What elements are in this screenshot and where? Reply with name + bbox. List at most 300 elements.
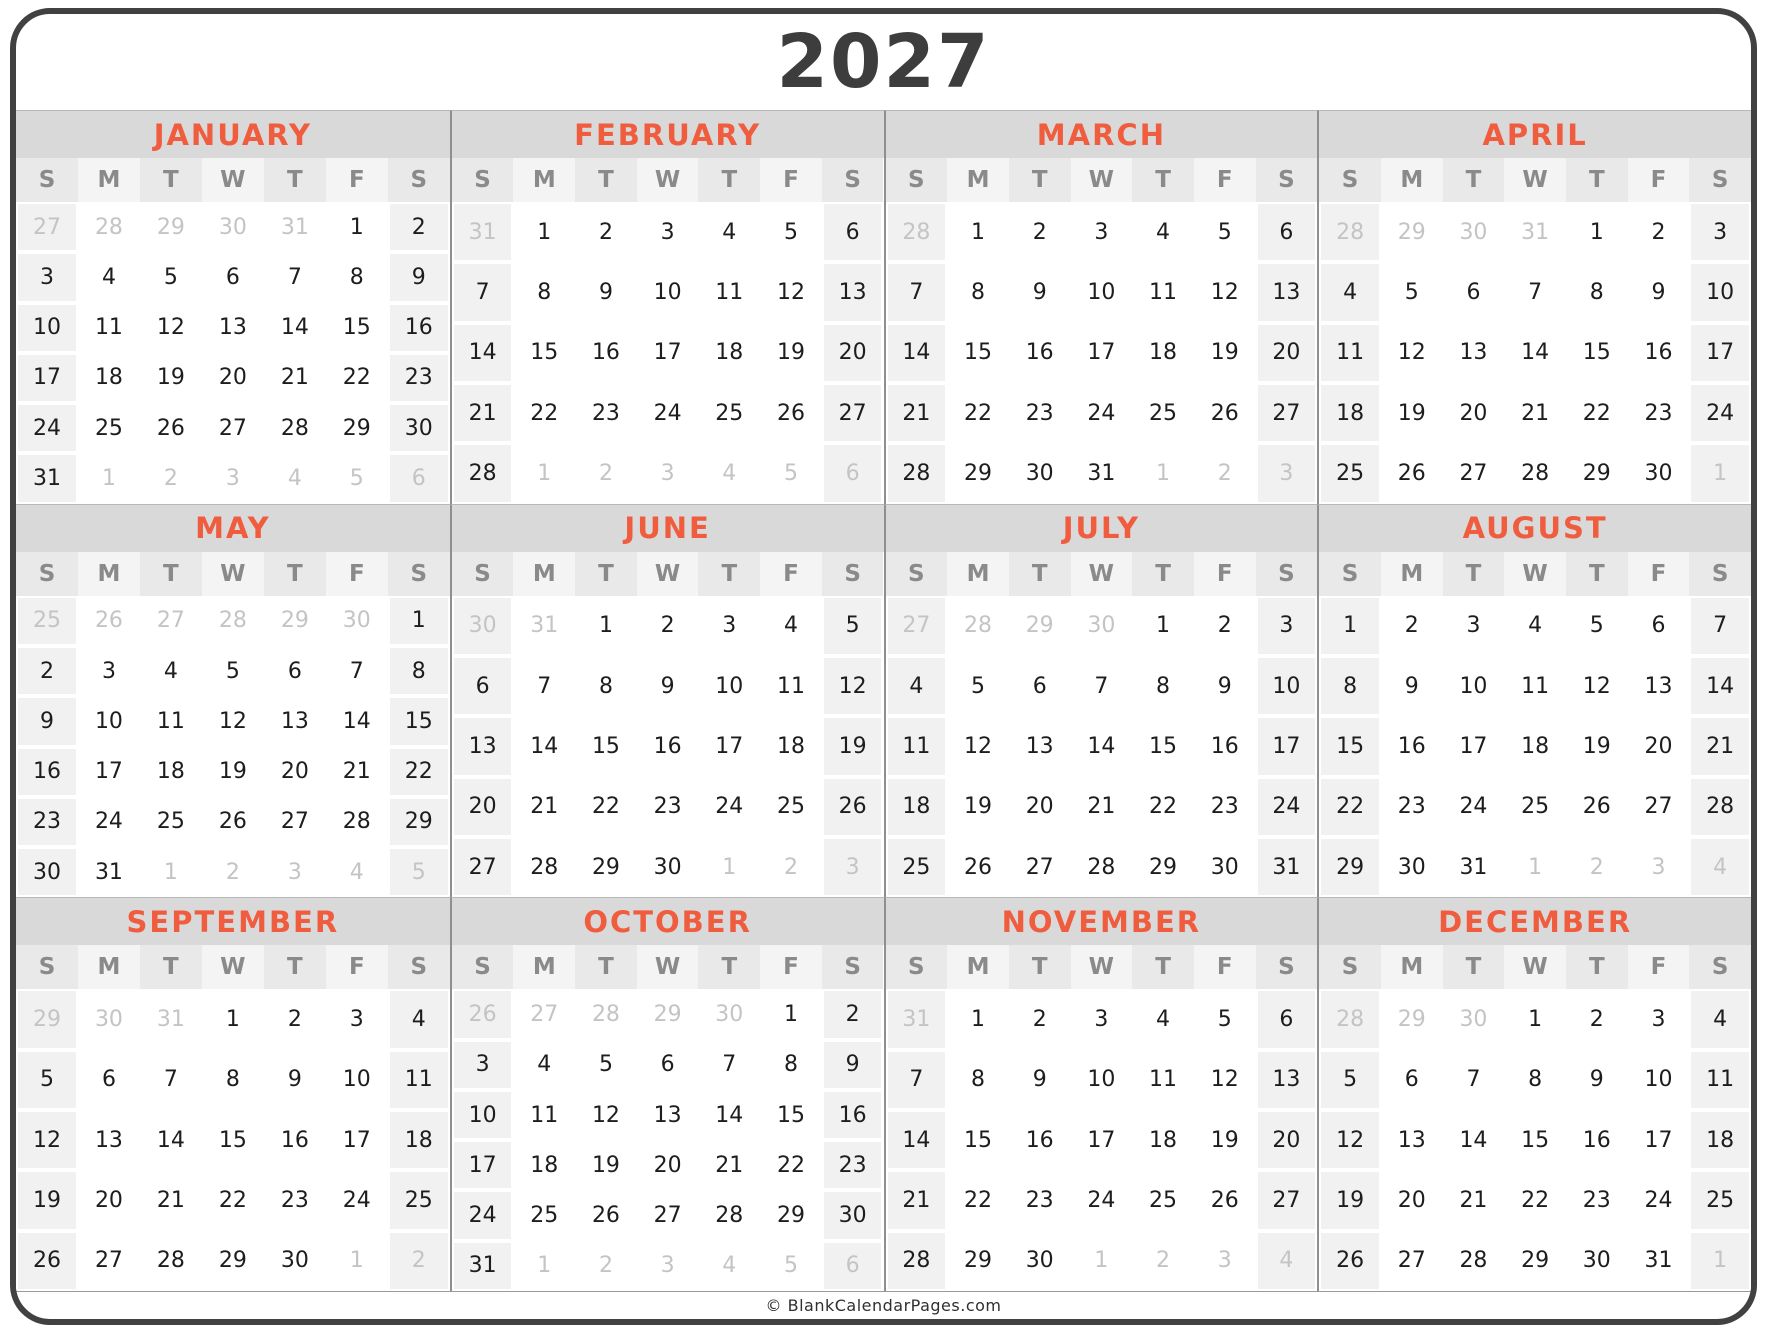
month-may [16, 504, 450, 898]
date-cell: 21 [1504, 383, 1566, 443]
month-dates [16, 596, 450, 898]
date-cell: 3 [698, 596, 760, 656]
date-cell: 20 [1381, 1170, 1443, 1230]
date-cell: 25 [513, 1190, 575, 1240]
date-cell: 22 [1319, 777, 1381, 837]
date-cell: 11 [698, 262, 760, 322]
date-cell: 22 [513, 383, 575, 443]
date-cell: 2 [1566, 989, 1628, 1049]
weekday-header: T [1132, 945, 1194, 989]
date-cell: 23 [637, 777, 699, 837]
week-row [16, 202, 450, 252]
date-cell: 7 [264, 252, 326, 302]
weekday-header: M [513, 552, 575, 596]
date-cell: 23 [1628, 383, 1690, 443]
date-cell: 31 [1071, 443, 1133, 503]
weekday-header: T [1566, 158, 1628, 202]
date-cell: 27 [16, 202, 78, 252]
date-cell: 27 [1628, 777, 1690, 837]
weekday-header: T [1443, 552, 1505, 596]
week-row [452, 383, 884, 443]
date-cell: 18 [1689, 1110, 1751, 1170]
date-cell: 16 [637, 716, 699, 776]
date-cell: 3 [78, 646, 140, 696]
month-title: FEBRUARY [452, 111, 884, 158]
date-cell: 16 [16, 747, 78, 797]
weekday-header: F [1628, 945, 1690, 989]
date-cell: 30 [1443, 202, 1505, 262]
date-cell: 22 [388, 747, 450, 797]
weekday-header: W [1504, 158, 1566, 202]
date-cell: 19 [140, 353, 202, 403]
date-cell: 5 [326, 453, 388, 503]
date-cell: 4 [513, 1040, 575, 1090]
date-cell: 15 [326, 303, 388, 353]
month-dates [452, 596, 884, 898]
date-cell: 8 [947, 262, 1009, 322]
date-cell: 7 [1689, 596, 1751, 656]
date-cell: 30 [1071, 596, 1133, 656]
date-cell: 9 [388, 252, 450, 302]
date-cell: 28 [326, 797, 388, 847]
date-cell: 4 [886, 656, 948, 716]
date-cell: 31 [1628, 1231, 1690, 1291]
date-cell: 16 [1009, 1110, 1071, 1170]
weekday-header: W [1071, 945, 1133, 989]
date-cell: 27 [78, 1231, 140, 1291]
date-cell: 21 [452, 383, 514, 443]
date-cell: 31 [16, 453, 78, 503]
date-cell: 8 [1319, 656, 1381, 716]
week-row [452, 837, 884, 897]
date-cell: 12 [1194, 1050, 1256, 1110]
date-cell: 29 [16, 989, 78, 1049]
date-cell: 15 [513, 323, 575, 383]
weekday-header: W [637, 552, 699, 596]
month-title: AUGUST [1319, 505, 1751, 552]
date-cell: 18 [760, 716, 822, 776]
date-cell: 4 [698, 443, 760, 503]
date-cell: 5 [760, 202, 822, 262]
date-cell: 21 [886, 383, 948, 443]
weekday-header: S [886, 158, 948, 202]
date-cell: 20 [1256, 323, 1318, 383]
weekday-header-row [1319, 158, 1751, 202]
date-cell: 8 [1132, 656, 1194, 716]
date-cell: 1 [1504, 837, 1566, 897]
date-cell: 24 [637, 383, 699, 443]
month-october [450, 897, 884, 1291]
date-cell: 2 [202, 847, 264, 897]
date-cell: 17 [1628, 1110, 1690, 1170]
date-cell: 22 [947, 383, 1009, 443]
date-cell: 20 [78, 1170, 140, 1230]
date-cell: 6 [78, 1050, 140, 1110]
date-cell: 5 [1194, 202, 1256, 262]
date-cell: 30 [1009, 443, 1071, 503]
date-cell: 4 [78, 252, 140, 302]
date-cell: 5 [822, 596, 884, 656]
date-cell: 28 [452, 443, 514, 503]
month-title: JANUARY [16, 111, 450, 158]
month-title: SEPTEMBER [16, 898, 450, 945]
weekday-header: S [1689, 945, 1751, 989]
weekday-header: W [1504, 552, 1566, 596]
month-title: NOVEMBER [886, 898, 1318, 945]
date-cell: 14 [886, 1110, 948, 1170]
date-cell: 29 [202, 1231, 264, 1291]
date-cell: 20 [202, 353, 264, 403]
weekday-header: F [1628, 158, 1690, 202]
date-cell: 12 [1381, 323, 1443, 383]
date-cell: 12 [16, 1110, 78, 1170]
date-cell: 4 [1504, 596, 1566, 656]
date-cell: 14 [452, 323, 514, 383]
week-row [886, 837, 1318, 897]
date-cell: 6 [264, 646, 326, 696]
month-title: MARCH [886, 111, 1318, 158]
date-cell: 16 [1628, 323, 1690, 383]
date-cell: 11 [513, 1090, 575, 1140]
date-cell: 31 [452, 1241, 514, 1291]
date-cell: 27 [1009, 837, 1071, 897]
week-row [16, 1050, 450, 1110]
date-cell: 10 [1443, 656, 1505, 716]
date-cell: 29 [1566, 443, 1628, 503]
date-cell: 3 [1256, 596, 1318, 656]
date-cell: 1 [575, 596, 637, 656]
date-cell: 4 [1689, 837, 1751, 897]
date-cell: 30 [637, 837, 699, 897]
weekday-header: F [326, 158, 388, 202]
date-cell: 7 [326, 646, 388, 696]
date-cell: 26 [202, 797, 264, 847]
weekday-header: M [947, 158, 1009, 202]
date-cell: 28 [1071, 837, 1133, 897]
date-cell: 27 [513, 989, 575, 1039]
date-cell: 12 [947, 716, 1009, 776]
calendar-page [10, 8, 1757, 1325]
date-cell: 22 [1504, 1170, 1566, 1230]
date-cell: 30 [1009, 1231, 1071, 1291]
date-cell: 7 [886, 1050, 948, 1110]
date-cell: 1 [1132, 443, 1194, 503]
week-row [452, 443, 884, 503]
date-cell: 19 [822, 716, 884, 776]
date-cell: 29 [760, 1190, 822, 1240]
date-cell: 24 [1689, 383, 1751, 443]
date-cell: 29 [1319, 837, 1381, 897]
date-cell: 7 [513, 656, 575, 716]
date-cell: 30 [16, 847, 78, 897]
date-cell: 2 [1628, 202, 1690, 262]
week-row [452, 1140, 884, 1190]
date-cell: 10 [1689, 262, 1751, 322]
date-cell: 19 [16, 1170, 78, 1230]
date-cell: 31 [886, 989, 948, 1049]
week-row [16, 1110, 450, 1170]
date-cell: 6 [822, 202, 884, 262]
date-cell: 3 [1689, 202, 1751, 262]
date-cell: 14 [1504, 323, 1566, 383]
weekday-header: T [264, 158, 326, 202]
weekday-header: T [1009, 552, 1071, 596]
date-cell: 1 [513, 1241, 575, 1291]
week-row [16, 1231, 450, 1291]
date-cell: 20 [822, 323, 884, 383]
date-cell: 27 [452, 837, 514, 897]
date-cell: 17 [452, 1140, 514, 1190]
date-cell: 28 [698, 1190, 760, 1240]
date-cell: 11 [1504, 656, 1566, 716]
date-cell: 25 [698, 383, 760, 443]
month-july [884, 504, 1318, 898]
weekday-header-row [16, 158, 450, 202]
date-cell: 21 [698, 1140, 760, 1190]
date-cell: 13 [1256, 1050, 1318, 1110]
date-cell: 23 [1009, 1170, 1071, 1230]
date-cell: 12 [760, 262, 822, 322]
date-cell: 18 [1504, 716, 1566, 776]
weekday-header: T [575, 945, 637, 989]
date-cell: 11 [1132, 1050, 1194, 1110]
date-cell: 26 [760, 383, 822, 443]
weekday-header: M [1381, 552, 1443, 596]
week-row [16, 403, 450, 453]
weekday-header: F [326, 945, 388, 989]
date-cell: 26 [140, 403, 202, 453]
date-cell: 13 [452, 716, 514, 776]
date-cell: 20 [452, 777, 514, 837]
date-cell: 31 [452, 202, 514, 262]
date-cell: 27 [1443, 443, 1505, 503]
date-cell: 20 [1628, 716, 1690, 776]
date-cell: 6 [822, 1241, 884, 1291]
date-cell: 29 [1504, 1231, 1566, 1291]
date-cell: 11 [1132, 262, 1194, 322]
weekday-header: S [388, 945, 450, 989]
date-cell: 25 [1132, 383, 1194, 443]
date-cell: 7 [1504, 262, 1566, 322]
weekday-header: F [1194, 945, 1256, 989]
weekday-header: M [513, 945, 575, 989]
week-row [452, 1241, 884, 1291]
date-cell: 22 [1566, 383, 1628, 443]
date-cell: 1 [202, 989, 264, 1049]
weekday-header: T [140, 945, 202, 989]
weekday-header-row [886, 552, 1318, 596]
weekday-header: W [637, 158, 699, 202]
weekday-header: T [1566, 945, 1628, 989]
date-cell: 15 [202, 1110, 264, 1170]
date-cell: 7 [1071, 656, 1133, 716]
date-cell: 31 [513, 596, 575, 656]
date-cell: 19 [575, 1140, 637, 1190]
weekday-header: F [760, 945, 822, 989]
week-row [1319, 1231, 1751, 1291]
date-cell: 28 [886, 1231, 948, 1291]
date-cell: 2 [1009, 989, 1071, 1049]
date-cell: 2 [1132, 1231, 1194, 1291]
weekday-header: F [326, 552, 388, 596]
week-row [16, 1170, 450, 1230]
weekday-header-row [16, 945, 450, 989]
week-row [1319, 777, 1751, 837]
date-cell: 10 [452, 1090, 514, 1140]
weekday-header: W [1504, 945, 1566, 989]
weekday-header: S [388, 552, 450, 596]
date-cell: 5 [1319, 1050, 1381, 1110]
date-cell: 8 [1504, 1050, 1566, 1110]
date-cell: 10 [16, 303, 78, 353]
date-cell: 18 [388, 1110, 450, 1170]
date-cell: 19 [1194, 323, 1256, 383]
month-dates [886, 202, 1318, 504]
date-cell: 26 [1319, 1231, 1381, 1291]
week-row [16, 596, 450, 646]
copyright-footer: © BlankCalendarPages.com [16, 1291, 1751, 1319]
date-cell: 28 [202, 596, 264, 646]
month-november [884, 897, 1318, 1291]
date-cell: 21 [1443, 1170, 1505, 1230]
date-cell: 14 [1443, 1110, 1505, 1170]
weekday-header: S [1256, 945, 1318, 989]
date-cell: 19 [947, 777, 1009, 837]
weekday-header: S [886, 945, 948, 989]
date-cell: 28 [264, 403, 326, 453]
weekday-header: T [1443, 945, 1505, 989]
date-cell: 17 [1443, 716, 1505, 776]
weekday-header: F [760, 552, 822, 596]
date-cell: 17 [326, 1110, 388, 1170]
date-cell: 1 [1132, 596, 1194, 656]
weekday-header: S [452, 945, 514, 989]
date-cell: 24 [1443, 777, 1505, 837]
date-cell: 31 [1443, 837, 1505, 897]
week-row [1319, 1170, 1751, 1230]
weekday-header: T [140, 552, 202, 596]
date-cell: 16 [1009, 323, 1071, 383]
date-cell: 15 [388, 696, 450, 746]
date-cell: 27 [822, 383, 884, 443]
date-cell: 3 [1628, 837, 1690, 897]
date-cell: 3 [326, 989, 388, 1049]
weekday-header: M [947, 945, 1009, 989]
date-cell: 1 [698, 837, 760, 897]
date-cell: 14 [886, 323, 948, 383]
date-cell: 21 [264, 353, 326, 403]
date-cell: 27 [886, 596, 948, 656]
date-cell: 3 [1443, 596, 1505, 656]
date-cell: 11 [140, 696, 202, 746]
week-row [1319, 837, 1751, 897]
date-cell: 15 [1319, 716, 1381, 776]
date-cell: 25 [1132, 1170, 1194, 1230]
date-cell: 24 [326, 1170, 388, 1230]
week-row [886, 1231, 1318, 1291]
weekday-header: S [452, 552, 514, 596]
date-cell: 25 [78, 403, 140, 453]
date-cell: 31 [78, 847, 140, 897]
date-cell: 5 [1566, 596, 1628, 656]
date-cell: 31 [1256, 837, 1318, 897]
date-cell: 4 [1132, 202, 1194, 262]
date-cell: 1 [1319, 596, 1381, 656]
date-cell: 6 [1009, 656, 1071, 716]
date-cell: 23 [388, 353, 450, 403]
date-cell: 11 [1689, 1050, 1751, 1110]
date-cell: 19 [1194, 1110, 1256, 1170]
date-cell: 3 [452, 1040, 514, 1090]
date-cell: 18 [1319, 383, 1381, 443]
date-cell: 8 [760, 1040, 822, 1090]
weekday-header: S [1319, 552, 1381, 596]
date-cell: 13 [1009, 716, 1071, 776]
month-title: OCTOBER [452, 898, 884, 945]
date-cell: 8 [388, 646, 450, 696]
date-cell: 5 [760, 443, 822, 503]
weekday-header: S [822, 552, 884, 596]
weekday-header: T [575, 552, 637, 596]
weekday-header: T [698, 552, 760, 596]
date-cell: 10 [1071, 1050, 1133, 1110]
date-cell: 22 [326, 353, 388, 403]
week-row [452, 262, 884, 322]
date-cell: 3 [1071, 202, 1133, 262]
date-cell: 30 [698, 989, 760, 1039]
date-cell: 18 [1132, 1110, 1194, 1170]
date-cell: 19 [1381, 383, 1443, 443]
week-row [452, 989, 884, 1039]
weekday-header: T [1566, 552, 1628, 596]
weekday-header: S [1256, 552, 1318, 596]
date-cell: 16 [264, 1110, 326, 1170]
date-cell: 31 [264, 202, 326, 252]
date-cell: 21 [1071, 777, 1133, 837]
date-cell: 24 [452, 1190, 514, 1240]
date-cell: 14 [1689, 656, 1751, 716]
date-cell: 28 [1689, 777, 1751, 837]
date-cell: 26 [1194, 383, 1256, 443]
date-cell: 1 [1689, 443, 1751, 503]
date-cell: 18 [513, 1140, 575, 1190]
weekday-header: M [1381, 945, 1443, 989]
date-cell: 14 [140, 1110, 202, 1170]
date-cell: 3 [264, 847, 326, 897]
weekday-header: W [202, 945, 264, 989]
date-cell: 23 [1381, 777, 1443, 837]
date-cell: 27 [140, 596, 202, 646]
date-cell: 19 [760, 323, 822, 383]
week-row [886, 323, 1318, 383]
week-row [452, 596, 884, 656]
date-cell: 7 [886, 262, 948, 322]
week-row [452, 777, 884, 837]
date-cell: 26 [16, 1231, 78, 1291]
date-cell: 30 [452, 596, 514, 656]
date-cell: 25 [388, 1170, 450, 1230]
date-cell: 29 [140, 202, 202, 252]
date-cell: 4 [388, 989, 450, 1049]
weekday-header-row [886, 158, 1318, 202]
date-cell: 30 [326, 596, 388, 646]
date-cell: 2 [760, 837, 822, 897]
weekday-header-row [452, 158, 884, 202]
date-cell: 3 [1628, 989, 1690, 1049]
date-cell: 21 [513, 777, 575, 837]
date-cell: 16 [1194, 716, 1256, 776]
month-title: JUNE [452, 505, 884, 552]
